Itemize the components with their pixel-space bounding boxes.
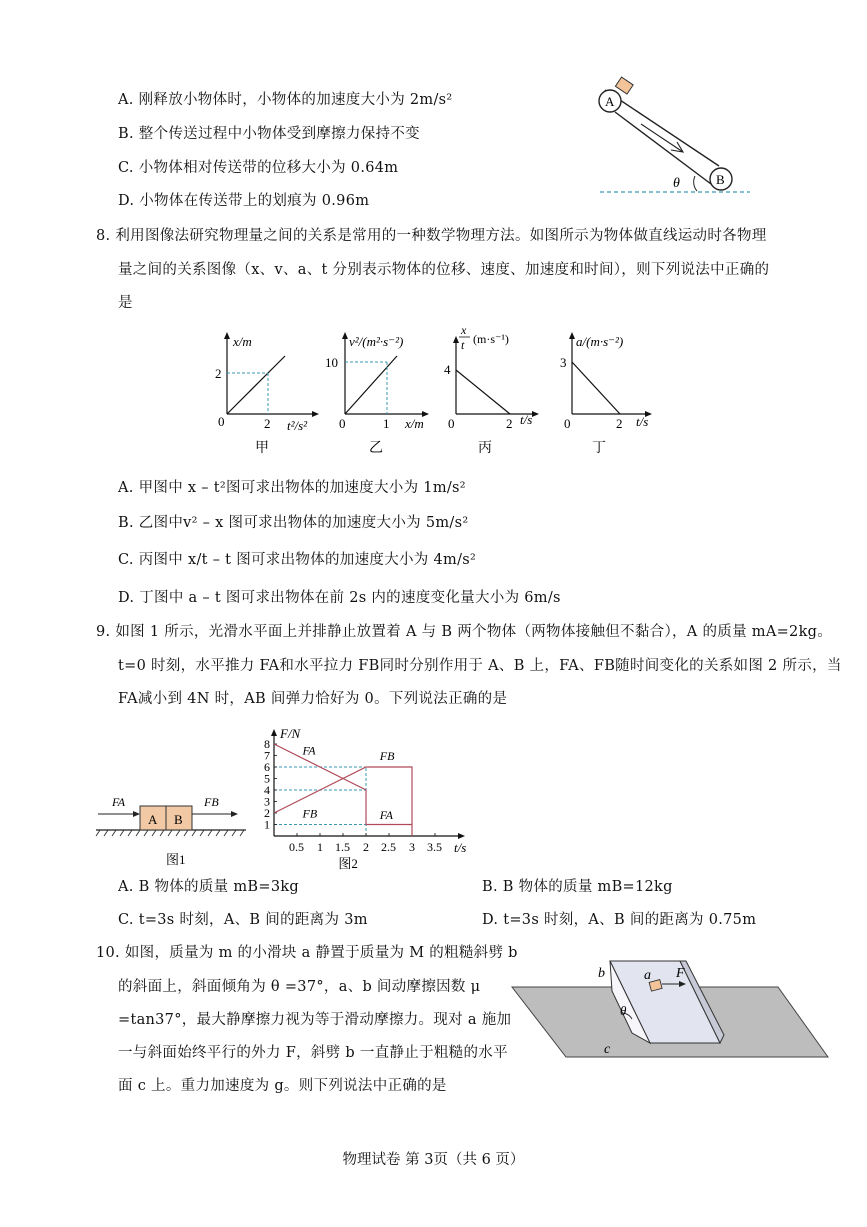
bing-name: 丙 bbox=[478, 441, 492, 456]
x-tick-label: 3.5 bbox=[427, 840, 442, 854]
q7-option-d: D. 小物体在传送带上的划痕为 0.96m bbox=[118, 193, 370, 209]
fig2-caption: 图2 bbox=[338, 856, 358, 871]
label-a: A bbox=[605, 94, 615, 109]
q9-option-b: B. B 物体的质量 mB=12kg bbox=[482, 879, 673, 895]
surface-c-label: c bbox=[604, 1042, 611, 1057]
conveyor-figure bbox=[595, 78, 755, 198]
q8-option-b: B. 乙图中v² – x 图可求出物体的加速度大小为 5m/s² bbox=[118, 515, 469, 531]
jia-xlabel: t²/s² bbox=[287, 418, 308, 433]
y-tick-label: 2 bbox=[264, 806, 270, 820]
q9-stem-2: t=0 时刻，水平推力 FA和水平拉力 FB同时分别作用于 A、B 上，FA、FB随时间变化的关系如图 2 所示，当 bbox=[118, 658, 842, 674]
ding-xlabel: t/s bbox=[636, 414, 649, 429]
y-tick-label: 6 bbox=[264, 760, 270, 774]
q7-option-a: A. 刚释放小物体时，小物体的加速度大小为 2m/s² bbox=[118, 92, 453, 108]
graph-jia bbox=[215, 330, 320, 460]
jia-ytick: 2 bbox=[215, 366, 222, 381]
q7-option-c: C. 小物体相对传送带的位移大小为 0.64m bbox=[118, 160, 399, 176]
q8-option-c: C. 丙图中 x/t – t 图可求出物体的加速度大小为 4m/s² bbox=[118, 552, 477, 568]
yi-ytick: 10 bbox=[325, 355, 338, 370]
x-axis-arrow bbox=[458, 833, 465, 839]
jia-origin: 0 bbox=[218, 414, 225, 429]
chart-xlabel: t/s bbox=[454, 840, 467, 855]
x-tick-label: 0.5 bbox=[289, 840, 304, 854]
force-f-label: F bbox=[676, 966, 685, 981]
y-tick-label: 1 bbox=[264, 817, 270, 832]
block-a: A bbox=[148, 812, 158, 827]
q10-stem-4: 一与斜面始终平行的外力 F，斜劈 b 一直静止于粗糙的水平 bbox=[118, 1045, 508, 1061]
q9-option-c: C. t=3s 时刻，A、B 间的距离为 3m bbox=[118, 912, 368, 928]
q9-option-a: A. B 物体的质量 mB=3kg bbox=[118, 879, 300, 895]
q7-option-b: B. 整个传送过程中小物体受到摩擦力保持不变 bbox=[118, 126, 420, 142]
wedge-theta: θ bbox=[620, 1003, 627, 1018]
q9-option-d: D. t=3s 时刻，A、B 间的距离为 0.75m bbox=[482, 912, 757, 928]
q8-stem-1: 8. 利用图像法研究物理量之间的关系是常用的一种数学物理方法。如图所示为物体做直线运动时各物理 bbox=[96, 228, 767, 244]
ding-ytick: 3 bbox=[560, 355, 567, 370]
chart-ylabel: F/N bbox=[280, 726, 301, 741]
label-b: B bbox=[716, 172, 725, 187]
q10-stem-5: 面 c 上。重力加速度为 g。则下列说法中正确的是 bbox=[118, 1078, 447, 1094]
jia-ylabel: x/m bbox=[233, 334, 252, 349]
x-tick-label: 2.5 bbox=[381, 840, 396, 854]
x-tick-label: 1.5 bbox=[335, 840, 350, 854]
ding-name: 丁 bbox=[592, 441, 606, 456]
label-fa-upper: FA bbox=[302, 743, 316, 758]
q8-stem-2: 量之间的关系图像（x、v、a、t 分别表示物体的位移、速度、加速度和时间），则下列说法中正确的 bbox=[118, 262, 770, 278]
x-tick-label: 3 bbox=[409, 840, 415, 854]
yi-xtick: 1 bbox=[383, 416, 390, 431]
page-footer: 物理试卷 第 3页（共 6 页） bbox=[342, 1152, 525, 1168]
ding-origin: 0 bbox=[564, 416, 571, 431]
fig1-fa: FA bbox=[112, 795, 126, 809]
fig1-blocks bbox=[96, 790, 251, 870]
label-fb-upper: FB bbox=[379, 749, 395, 764]
bing-ylabel-bottom: t bbox=[461, 338, 465, 352]
jia-xtick: 2 bbox=[264, 416, 271, 431]
q9-stem-1: 9. 如图 1 所示，光滑水平面上并排静止放置着 A 与 B 两个物体（两物体接触但不黏合），A 的质量 mA=2kg。 bbox=[96, 624, 833, 640]
q10-stem-2: 的斜面上，斜面倾角为 θ =37°，a、b 间动摩擦因数 μ bbox=[118, 979, 481, 995]
graph-ding bbox=[558, 330, 668, 460]
y-axis-arrow bbox=[271, 729, 277, 736]
yi-xlabel: x/m bbox=[405, 416, 424, 431]
force-time-chart bbox=[256, 708, 476, 871]
bing-ylabel-unit: (m·s⁻¹) bbox=[473, 332, 509, 346]
yi-ylabel: v²/(m²·s⁻²) bbox=[349, 334, 404, 349]
q8-option-a: A. 甲图中 x – t²图可求出物体的加速度大小为 1m/s² bbox=[118, 480, 466, 496]
graph-bing bbox=[440, 322, 550, 460]
wedge-b-label: b bbox=[598, 966, 605, 981]
jia-name: 甲 bbox=[255, 441, 269, 456]
q10-stem-3: =tan37°，最大静摩擦力视为等于滑动摩擦力。现对 a 施加 bbox=[118, 1012, 512, 1028]
q8-option-d: D. 丁图中 a – t 图可求出物体在前 2s 内的速度变化量大小为 6m/s bbox=[118, 590, 561, 606]
y-tick-label: 3 bbox=[264, 794, 270, 809]
x-tick-label: 1 bbox=[317, 840, 323, 854]
block-b: B bbox=[174, 812, 183, 827]
bing-xlabel: t/s bbox=[520, 412, 533, 427]
graph-yi bbox=[325, 330, 435, 460]
angle-theta: θ bbox=[673, 176, 680, 191]
bing-ylabel-top: x bbox=[461, 323, 467, 337]
x-tick-label: 2 bbox=[363, 840, 369, 854]
y-tick-label: 5 bbox=[264, 771, 270, 786]
q8-stem-3: 是 bbox=[118, 295, 133, 311]
label-fb-lower: FB bbox=[302, 806, 318, 821]
bing-ytick: 4 bbox=[444, 362, 451, 377]
label-fa-lower: FA bbox=[379, 807, 393, 822]
q9-stem-3: FA减小到 4N 时，AB 间弹力恰好为 0。下列说法正确的是 bbox=[118, 691, 508, 707]
q10-stem-1: 10. 如图，质量为 m 的小滑块 a 静置于质量为 M 的粗糙斜劈 b bbox=[96, 945, 518, 961]
y-tick-label: 8 bbox=[264, 737, 270, 751]
fig1-caption: 图1 bbox=[166, 852, 186, 867]
bing-xtick: 2 bbox=[506, 416, 513, 431]
bing-origin: 0 bbox=[448, 416, 455, 431]
ding-xtick: 2 bbox=[616, 416, 623, 431]
yi-name: 乙 bbox=[369, 441, 383, 456]
wedge-figure bbox=[510, 955, 840, 1070]
series-fb bbox=[274, 767, 412, 836]
block-a-label: a bbox=[644, 968, 651, 983]
yi-origin: 0 bbox=[339, 416, 346, 431]
y-tick-label: 7 bbox=[264, 748, 270, 763]
ding-ylabel: a/(m·s⁻²) bbox=[576, 334, 624, 349]
y-tick-label: 4 bbox=[264, 783, 270, 797]
fig1-fb: FB bbox=[204, 795, 219, 809]
